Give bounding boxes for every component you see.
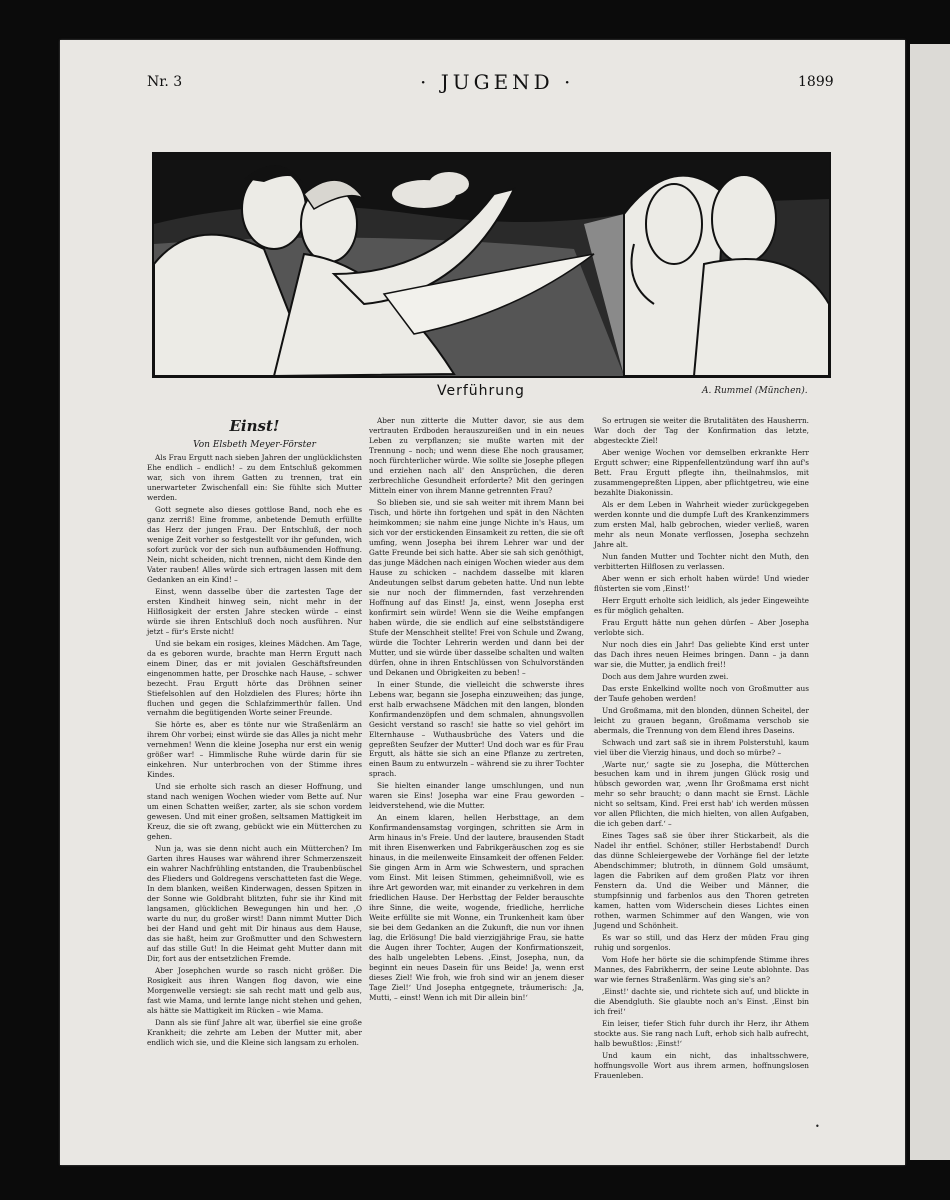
paragraph: Aber wenige Wochen vor demselben erkrankte Herr Ergutt schwer; eine Rippenfellentzündung warf ihn auf's Bett. Frau Ergutt pflegte ihn, theilnahmslos, mit zusammengepreßten Lippen, aber pflichtgetreu, wie eine bezahlte Diakonissin.	[594, 447, 809, 497]
paragraph: Es war so still, und das Herz der müden Frau ging ruhig und sorgenlos.	[594, 933, 809, 953]
paragraph: Als Frau Ergutt nach sieben Jahren der unglücklichsten Ehe endlich – endlich! – zu dem Entschluß gekommen war, sich von ihrem Gatten zu trennen, trat ein unerwarteter Zwischenfall ein: Sie fühlte sich Mutter werden.	[147, 452, 362, 502]
text-column-1	[147, 416, 362, 1050]
engraving-image	[154, 154, 829, 376]
paragraph: So ertrugen sie weiter die Brutalitäten des Hausherrn. War doch der Tag der Konfirmation das letzte, abgesteckte Ziel!	[594, 416, 809, 445]
paragraph: Und Großmama, mit den blonden, dünnen Scheitel, der leicht zu grauen begann, Großmama verschob sie abermals, die Trennung von dem Elend ihres Daseins.	[594, 705, 809, 735]
text-column-2	[369, 416, 584, 1005]
paragraph: Das erste Enkelkind wollte noch von Großmutter aus der Taufe gehoben werden!	[594, 683, 809, 703]
paragraph: Frau Ergutt hätte nun gehen dürfen – Aber Josepha verlobte sich.	[594, 617, 809, 637]
issue-number: Nr. 3	[147, 74, 183, 90]
paragraph: Als er dem Leben in Wahrheit wieder zurückgegeben werden konnte und die dumpfe Luft des Krankenzimmers zum ersten Mal, halb gebrochen, wieder verließ, waren mehr als neun Monate verflossen, Josepha sechzehn Jahre alt.	[594, 499, 809, 549]
paragraph: Nur noch dies ein Jahr! Das geliebte Kind erst unter das Dach ihres neuen Heimes bringen. Dann – ja dann war sie, die Mutter, ja endlich frei!!	[594, 639, 809, 669]
paragraph: Dann als sie fünf Jahre alt war, überfiel sie eine große Krankheit; die zehrte am Leben der Mutter mit, aber endlich wich sie, und die Kleine sich langsam zu erholen.	[147, 1018, 362, 1047]
paragraph: Und sie bekam ein rosiges, kleines Mädchen. Am Tage, da es geboren wurde, brachte man Herrn Ergutt nach einem Diner, das er mit jovialen Geschäftsfreunden eingenommen hatte, per Droschke nach Hause, – schwer bezecht. Frau Ergutt hörte das Dröhnen seiner Stiefelsohlen auf den Holzdielen des Flures; hörte ihn fluchen und gegen die Schlafzimmerthür fallen. Und vernahm die begütigenden Worte seiner Freunde.	[147, 638, 362, 718]
paragraph: ‚Einst!‘ dachte sie, und richtete sich auf, und blickte in die Abendgluth. Sie glaubte noch an's Einst. ‚Einst bin ich frei!‘	[594, 987, 809, 1017]
paragraph: Und sie erholte sich rasch an dieser Hoffnung, und stand nach wenigen Wochen wieder vom Bette auf. Nur um einen Schatten weißer, zarter, als sie schon vordem gewesen. Und mit einer großen, seltsamen Mattigkeit im Kreuz, die sie oft zwang, gebückt wie ein Mütterchen zu gehen.	[147, 782, 362, 842]
page-mark: •	[815, 1122, 820, 1131]
paragraph: Einst, wenn dasselbe über die zartesten Tage der ersten Kindheit hinweg sein, nicht mehr in der Hilflosigkeit der ersten Jahre stecken würde – einst würde sie ihren Entschluß doch noch ausführen. Nur jetzt – für's Erste nicht!	[147, 586, 362, 636]
paragraph: Herr Ergutt erholte sich leidlich, als jeder Eingeweihte es für möglich gehalten.	[594, 595, 809, 615]
paragraph: Eines Tages saß sie über ihrer Stickarbeit, als die Nadel ihr entfiel. Schöner, stiller Herbstabend! Durch das dünne Schleiergewebe der Vorhänge fiel der letzte Abendschimmer; blutroth, in dünnem Gold umsäumt, lagen die Fabriken auf dem großen Platz vor ihren Fenstern da. Und die Weiber und Männer, die stumpfsinnig und farbenlos aus den Thoren getreten kamen, hatten vom Widerschein dieses Lichtes einen rothen, warmen Schimmer auf den Wangen, wie von Jugend und Schönheit.	[594, 831, 809, 931]
paragraph: Aber wenn er sich erholt haben würde! Und wieder flüsterten sie vom ‚Einst!‘	[594, 573, 809, 593]
paragraph: Aber Josephchen wurde so rasch nicht größer. Die Rosigkeit aus ihren Wangen flog davon, wie eine Morgenwelle versiegt: sie sah recht matt und gelb aus, fast wie Mama, und lernte lange nicht stehen und gehen, als hätte sie Mattigkeit im Rücken – wie Mama.	[147, 966, 362, 1016]
illustration-verfuehrung	[152, 152, 831, 378]
paragraph: Vom Hofe her hörte sie die schimpfende Stimme ihres Mannes, des Fabrikherrn, der seine Leute ablohnte. Das war wie fernes Straßenlärm. Was ging sie's an?	[594, 955, 809, 985]
paragraph: In einer Stunde, die vielleicht die schwerste ihres Lebens war, begann sie Josepha einzuweihen; das junge, erst halb erwachsene Mädchen mit den langen, blonden Konfirmandenzöpfen und dem schmalen, ahnungsvollen Gesicht verstand so rasch! sie hatte so viel gehört im Elternhause – Wuthausbrüche des Vaters und die gepreßten Seufzer der Mutter! Und doch war es für Frau Ergutt, als hätte sie sich an eine Pflanze zu zertreten, einen Baum zu entwurzeln – während sie zu ihrer Tochter sprach.	[369, 679, 584, 779]
paragraph: Nun ja, was sie denn nicht auch ein Mütterchen? Im Garten ihres Hauses war während ihrer Schmerzenszeit ein wahrer Nachfrühling entstanden, die Traubenbüschel des Flieders und Goldregens verschatteten fast die Wege. In dem blanken, weißen Kinderwagen, dessen Spitzen in der Sonne wie Goldbraht blitzten, fuhr sie ihr Kind mit langsamen, glücklichen Bewegungen hin und her. ‚O warte du nur, du großer wirst! Dann nimmt Mutter Dich bei der Hand und geht mit Dir hinaus aus dem Hause, das sie haßt, heim zur Großmutter und den Schwestern auf das stille Gut! In die Heimat geht Mutter dann mit Dir, fort aus der entsetzlichen Fremde.	[147, 844, 362, 964]
paragraph: Gott segnete also dieses gottlose Band, noch ehe es ganz zerriß! Eine fromme, anbetende Demuth erfüllte das Herz der jungen Frau. Der Entschluß, der noch wenige Zeit vorher so festgestellt vor ihr gefunden, wich sofort zurück vor der sich nun aufbäumenden Hoffnung. Nein, nicht scheiden, nicht trennen, nicht dem Kinde den Vater rauben! Alles würde sich ertragen lassen mit dem Gedanken an ein Kind! –	[147, 504, 362, 584]
illustration-caption: Verführung	[437, 383, 525, 399]
article-author: Von Elsbeth Meyer-Förster	[193, 439, 316, 450]
publication-year: 1899	[798, 74, 834, 90]
paragraph: So blieben sie, und sie sah weiter mit ihrem Mann bei Tisch, und hörte ihn fortgehen und spät in den Nächten heimkommen; sie nahm eine junge Nichte in's Haus, um sich vor der erstickenden Einsamkeit zu retten, die sie oft umfing, wenn Josepha bei ihrem Lehrer war und der Gatte Freunde bei sich hatte. Aber sie sah sich genöthigt, das junge Mädchen nach einigen Wochen wieder aus dem Hause zu schicken – nachdem dasselbe mit klaren Andeutungen selbst darum gebeten hatte. Und nun lebte sie nur noch der flimmernden, fast verzehrenden Hoffnung auf das Einst! Ja, einst, wenn Josepha erst konfirmirt sein würde! Wenn sie die Weihe empfangen haben würde, die sie endlich auf eine selbstständigere Stufe der Menschheit stellte! Frei von Schule und Zwang, würde die Tochter Lehrerin werden und dann bei der Mutter, und sie würde über dasselbe schalten und walten dürfen, ohne in ihren Entschlüssen von Schulvorständen und Dekanen und Obrigkeiten zu beben! –	[369, 497, 584, 677]
illustration-credit: A. Rummel (München).	[702, 386, 808, 396]
paragraph: Und kaum ein nicht, das inhaltsschwere, hoffnungsvolle Wort aus ihrem armen, hoffnungslosen Frauenleben.	[594, 1051, 809, 1081]
next-page-edge	[910, 44, 950, 1160]
paragraph: Schwach und zart saß sie in ihrem Polsterstuhl, kaum viel über die Vierzig hinaus, und doch so mürbe? –	[594, 737, 809, 757]
paragraph: ‚Warte nur,‘ sagte sie zu Josepha, die Mütterchen besuchen kam und in ihrem jungen Glück rosig und hübsch geworden war, ‚wenn Ihr Großmama erst nicht mehr so sehr braucht; o dann macht sie Ernst. Lächle nicht so seltsam, Kind. Frei erst hab' ich werden müssen vor allen Pflichten, die mich hielten, von allen Aufgaben, die ich geben darf.‘ –	[594, 759, 809, 829]
page-header	[0, 70, 950, 98]
paragraph: An einem klaren, hellen Herbsttage, an dem Konfirmandensamstag vorgingen, schritten sie Arm in Arm hinaus in's Freie. Und der lautere, brausenden Stadt mit ihren Eisenwerken und Fabrikgeräuschen zog es sie hinaus, in die meilenweite Einsamkeit der offenen Felder. Sie gingen Arm in Arm wie Schwestern, und sprachen vom Einst. Mit leisen Stimmen, geheimnißvoll, wie es ihre Art geworden war, mit einander zu verkehren in dem friedlichen Hause. Der Herbsttag der Felder berauschte ihre Sinne, die weite, wogende, friedliche, herrliche Weite erfüllte sie mit Wonne, ein Trunkenheit kam über sie bei dem Gedanken an die Zukunft, die nun vor ihnen lag, die Erlösung! Die bald vierzigjährige Frau, sie hatte die Augen ihrer Tochter, Augen der Konfirmationszeit, des halb ungelebten Lebens. ‚Einst, Josepha, nun, da beginnt ein neues Dasein für uns Beide! Ja, wenn erst dieses Ziel! Wie froh, wie froh sind wir an jenem dieser Tage Ziel!‘ Und Josepha entgegnete, träumerisch: ‚Ja, Mutti, – einst! Wenn ich mit Dir allein bin!‘	[369, 813, 584, 1003]
paragraph: Nun fanden Mutter und Tochter nicht den Muth, den verbitterten Hilflosen zu verlassen.	[594, 551, 809, 571]
paragraph: Doch aus dem Jahre wurden zwei.	[602, 671, 729, 681]
text-column-3	[594, 416, 809, 1083]
paragraph: Sie hörte es, aber es tönte nur wie Straßenlärm an ihrem Ohr vorbei; einst würde sie das Alles ja nicht mehr vernehmen! Wenn die kleine Josepha nur erst ein wenig größer war! – Himmlische Ruhe würde darin für sie einkehren. Nur unterbrochen von der Stimme ihres Kindes.	[147, 720, 362, 780]
paragraph: Sie hielten einander lange umschlungen, und nun waren sie Eins! Josepha war eine Frau geworden – leidverstehend, wie die Mutter.	[369, 781, 584, 811]
paragraph: Ein leiser, tiefer Stich fuhr durch ihr Herz, ihr Athem stockte aus. Sie rang nach Luft, erhob sich halb aufrecht, halb bewußtlos: ‚Einst!‘	[594, 1019, 809, 1049]
article-title: Einst!	[229, 417, 280, 435]
paragraph: Aber nun zitterte die Mutter davor, sie aus dem vertrauten Erdboden herauszureißen und in ein neues Leben zu verpflanzen; sie mußte warten mit der Trennung – noch; und wenn diese Ehe noch grausamer, noch fürchterlicher würde. Wie sollte sie Josephe pflegen und erziehen nach all' den Ansprüchen, die deren zerbrechliche Gesundheit erforderte? Mit den geringen Mitteln einer von ihrem Manne getrennten Frau?	[369, 416, 584, 495]
magazine-title: · JUGEND ·	[420, 70, 575, 94]
